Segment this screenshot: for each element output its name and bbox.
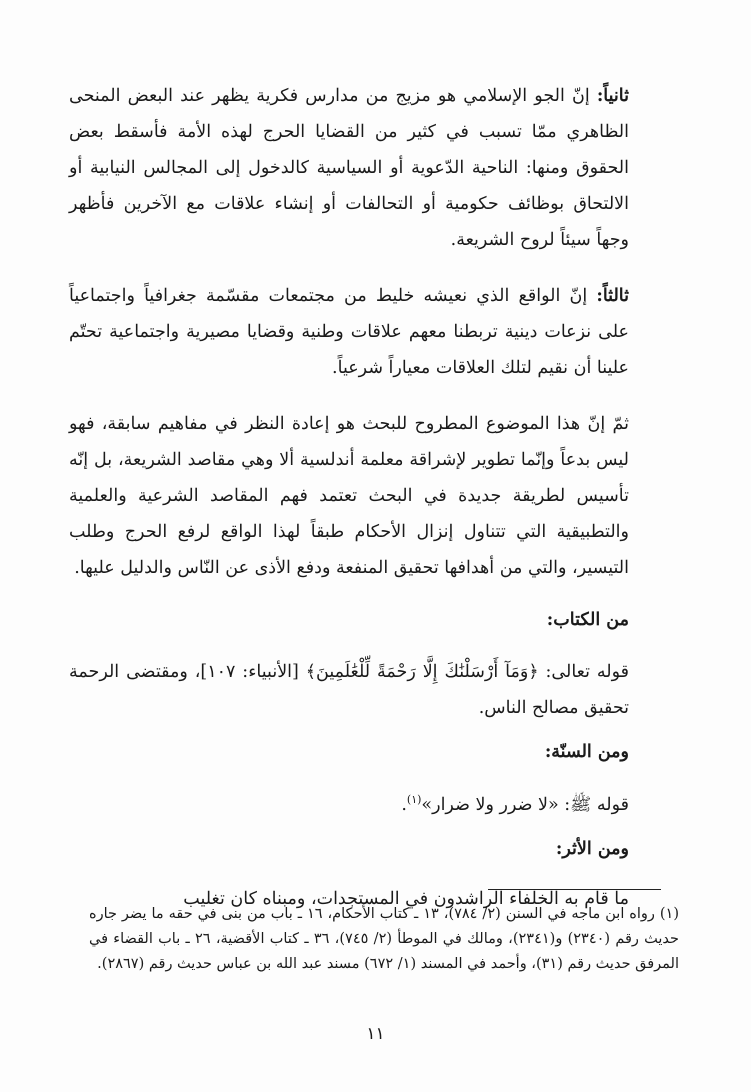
book-quote-intro: قوله تعالى: <box>545 662 629 682</box>
paragraph-body: إنّ الجو الإسلامي هو مزيج من مدارس فكرية يظهر عند البعض المنحى الظاهري ممّا تسبب في كثير من القضايا الحرج لهذه الأمة فأسقط بعض الحقوق ومنها: الناحية الدّعوية أو السياسية كالدخول إلى المجالس النيابية أو الالتحاق بوظائف حكومية أو التحالفات أو إنشاء علاقات مع الآخرين فأظهر وجهاً سيئاً لروح الشريعة. <box>69 86 629 250</box>
section-title-athar: ومن الأثر: <box>555 838 629 859</box>
verse-reference: [الأنبياء: ١٠٧]، ومقتضى الرحمة تحقيق مصالح الناس. <box>69 662 629 718</box>
quran-verse: ﴿وَمَآ أَرْسَلْنَٰكَ إِلَّا رَحْمَةً لِّلْعَٰلَمِينَ﴾ <box>305 662 539 682</box>
athar-text: ما قام به الخلفاء الراشدون في المستجدات، ومبناه كان تغليب <box>183 888 629 909</box>
section-title-book: من الكتاب: <box>546 610 629 630</box>
paragraph-heading: ثانياً: <box>596 86 629 106</box>
main-text <box>69 78 629 917</box>
paragraph-body: إنّ الواقع الذي نعيشه خليط من مجتمعات مقسّمة جغرافياً واجتماعياً على نزعات دينية تربطنا معهم علاقات وطنية وقضايا مصيرية واجتماعية تحتّم علينا أن نقيم لتلك العلاقات معياراً شرعياً. <box>69 286 629 378</box>
book-quote <box>69 654 629 726</box>
paragraph-second <box>69 78 629 258</box>
paragraph-heading: ثالثاً: <box>596 286 629 306</box>
footnote-divider <box>488 889 661 890</box>
section-title-sunnah: ومن السنّة: <box>544 742 629 762</box>
footnote: (١) رواه ابن ماجه في السنن (٢/ ٧٨٤)، ١٣ ـ كتاب الأحكام، ١٦ ـ باب من بنى في حقه ما يضر جاره حديث رقم (٢٣٤٠) و(٢٣٤١)، ومالك في الموطأ (٢/ ٧٤٥)، ٣٦ ـ كتاب الأقضية، ٢٦ ـ باب القضاء في المرفق حديث رقم (٣١)، وأحمد في المسند (١/ ٦٧٢) مسند عبد الله بن عباس حديث رقم (٢٨٦٧). <box>89 906 680 972</box>
page-number: ١١ <box>366 1024 385 1044</box>
hadith-text: قوله ﷺ: «لا ضرر ولا ضرار» <box>421 794 629 815</box>
sunnah-quote: قوله ﷺ: «لا ضرر ولا ضرار»$^{(١)}$. <box>401 793 629 815</box>
paragraph-fourth: ثمّ إنّ هذا الموضوع المطروح للبحث هو إعادة النظر في مفاهيم سابقة، فهو ليس بدعاً وإنّما تطوير لإشراقة معلمة أندلسية ألا وهي مقاصد الشريعة، بل إنّه تأسيس لطريقة جديدة في البحث تعتمد فهم المقاصد الشرعية والعلمية والتطبيقية التي تتناول إنزال الأحكام طبقاً لهذا الواقع لرفع الحرج وطلب التيسير، والتي من أهدافها تحقيق المنفعة ودفع الأذى عن النّاس والدليل عليها. <box>69 414 629 578</box>
footnote-marker: (١) <box>406 793 422 806</box>
paragraph-third <box>69 278 629 386</box>
